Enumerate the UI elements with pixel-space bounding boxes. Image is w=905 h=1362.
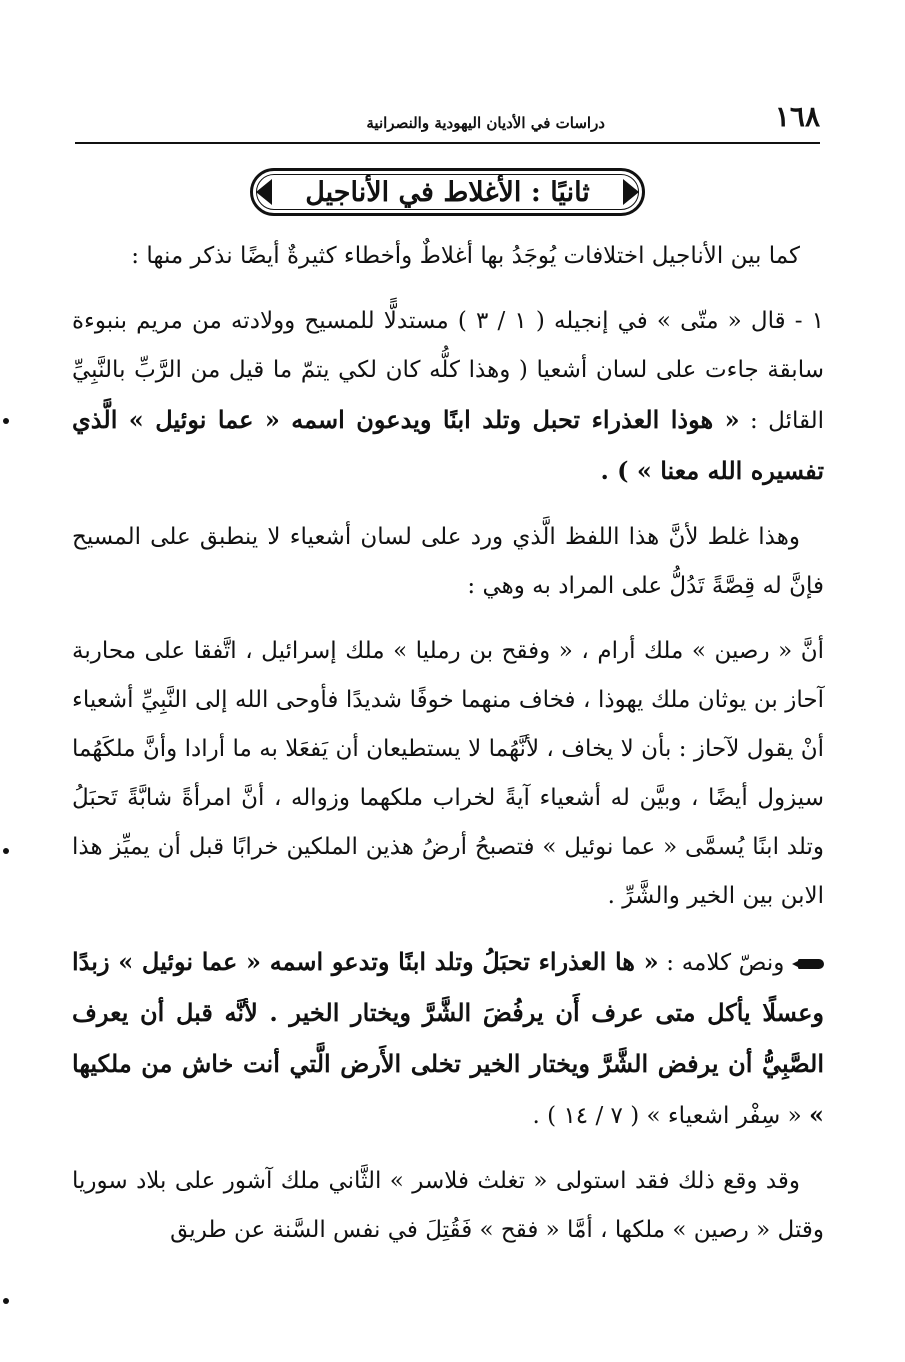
- paragraph-error: وهذا غلط لأنَّ هذا اللفظ الَّذي ورد على لسان أشعياء لا ينطبق على المسيح فإنَّ له قِصَّةً تَدُلُّ على المراد به وهي :: [72, 524, 824, 599]
- page-header: [75, 100, 820, 144]
- quote-text: « ها العذراء تحبَلُ وتلد ابنًا وتدعو اسمه « عما نوئيل » زبدًا وعسلًا يأكل متى عرف أَن يرفُضَ الشَّرَّ ويختار الخير . لأنَّه قبل أن يعرف الصَّبِيُّ أن يرفض الشَّرَّ ويختار الخير تخلى الأَرض الَّتي أنت خاش من ملكيها »: [72, 947, 824, 1129]
- paragraph-quote-intro: ونصّ كلامه :: [666, 950, 785, 976]
- section-title-box: [250, 168, 645, 216]
- scan-mark: [3, 1298, 9, 1304]
- running-title: دراسات في الأديان اليهودية والنصرانية: [366, 114, 605, 132]
- page-number: ١٦٨: [774, 100, 820, 133]
- paragraph-point-1-text: ١ - قال « متّى » في إنجيله ( ١ / ٣ ) مستدلًّا للمسيح وولادته من مريم بنبوءة سابقة جاءت على لسان أشعيا ( وهذا كلُّه كان لكي يتمّ ما قيل من الرَّبِّ بالنَّبِيِّ القائل :: [72, 308, 824, 434]
- pointing-hand-icon: [798, 959, 824, 969]
- arrow-left-icon: [256, 179, 272, 205]
- arrow-right-icon: [623, 179, 639, 205]
- paragraph-intro: كما بين الأناجيل اختلافات يُوجَدُ بها أغلاطٌ وأخطاء كثيرةٌ أيضًا نذكر منها :: [131, 243, 800, 269]
- section-title: ثانيًا : الأغلاط في الأناجيل: [305, 176, 590, 208]
- paragraph-quote: [72, 937, 824, 1141]
- paragraph-story: أنَّ « رصين » ملك أرام ، « وفقح بن رمليا » ملك إسرائيل ، اتَّفقا على محاربة آحاز بن يوثان ملك يهوذا ، فخاف منهما خوفًا شديدًا فأوحى الله إلى النَّبِيِّ أشعياء أنْ يقول لآحاز : بأن لا يخاف ، لأنَّهُما لا يستطيعان أن يَفعَلا به ما أرادا وأنَّ ملكَهُما سيزول أيضًا ، وبيَّن له أشعياء آيةً لخراب ملكهما وزواله ، أنَّ امرأةً شابَّةً تَحبَلُ وتلد ابنًا يُسمَّى « عما نوئيل » فتصبحُ أرضُ هذين الملكين خرابًا قبل أن يميِّز هذا الابن بين الخير والشَّرِّ .: [72, 638, 824, 909]
- scan-mark: [3, 418, 9, 424]
- body-text: [72, 232, 824, 1271]
- paragraph-history: وقد وقع ذلك فقد استولى « تغلث فلاسر » الثَّاني ملك آشور على بلاد سوريا وقتل « رصين » ملكها ، أمَّا « فقح » فَقُتِلَ في نفس السَّنة عن طريق: [72, 1168, 824, 1243]
- quote-reference: « سِفْر اشعياء » ( ٧ / ١٤ ) .: [532, 1103, 802, 1129]
- paragraph-point-1: [72, 297, 824, 497]
- quote-isaiah: « هوذا العذراء تحبل وتلد ابنًا ويدعون اسمه « عما نوئيل » الَّذي تفسيره الله معنا » ) .: [72, 405, 824, 485]
- scan-mark: [3, 848, 9, 854]
